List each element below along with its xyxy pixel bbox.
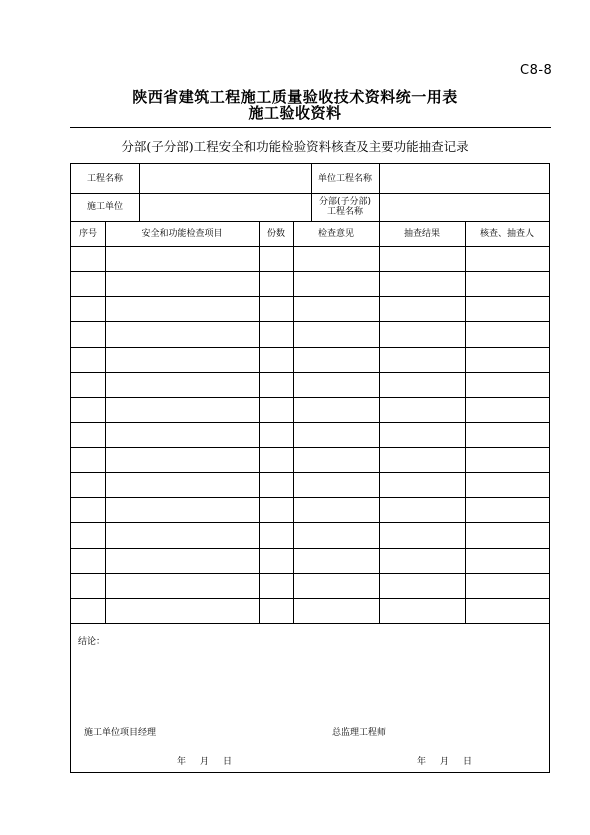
table-cell-opinion[interactable] (294, 272, 379, 296)
table-cell-seq[interactable] (72, 322, 105, 346)
table-cell-checker[interactable] (466, 247, 549, 271)
table-cell-item[interactable] (106, 599, 259, 623)
table-cell-checker[interactable] (466, 272, 549, 296)
table-cell-item[interactable] (106, 348, 259, 372)
table-cell-item[interactable] (106, 398, 259, 422)
table-cell-result[interactable] (380, 523, 465, 547)
table-cell-seq[interactable] (72, 272, 105, 296)
table-cell-result[interactable] (380, 574, 465, 598)
construction-unit-label: 施工单位 (86, 202, 123, 212)
date-month: 月 (200, 757, 210, 767)
table-cell-item[interactable] (106, 473, 259, 497)
table-cell-copies[interactable] (260, 574, 293, 598)
table-cell-result[interactable] (380, 423, 465, 447)
table-cell-result[interactable] (380, 398, 465, 422)
conclusion-label: 结论： (78, 637, 106, 647)
col-header-item: 安全和功能检查项目 (141, 228, 223, 239)
table-cell-result[interactable] (380, 599, 465, 623)
table-cell-item[interactable] (106, 247, 259, 271)
pm-sign-date (177, 754, 246, 767)
date-year: 年 (177, 757, 187, 767)
table-cell-opinion[interactable] (294, 574, 379, 598)
table-cell-checker[interactable] (466, 398, 549, 422)
table-cell-checker[interactable] (466, 498, 549, 522)
table-cell-opinion[interactable] (294, 348, 379, 372)
table-cell-result[interactable] (380, 272, 465, 296)
form-code: C8-8 (520, 63, 553, 78)
table-cell-opinion[interactable] (294, 398, 379, 422)
table-cell-checker[interactable] (466, 599, 549, 623)
page-title: 陕西省建筑工程施工质量验收技术资料统一用表 (132, 88, 458, 106)
table-cell-checker[interactable] (466, 473, 549, 497)
table-cell-copies[interactable] (260, 549, 293, 573)
table-cell-seq[interactable] (72, 398, 105, 422)
table-cell-checker[interactable] (466, 373, 549, 397)
table-cell-copies[interactable] (260, 373, 293, 397)
table-cell-copies[interactable] (260, 599, 293, 623)
subdivision-label-line1: 分部(子分部) (318, 197, 372, 207)
table-cell-result[interactable] (380, 549, 465, 573)
table-cell-checker[interactable] (466, 523, 549, 547)
table-cell-result[interactable] (380, 498, 465, 522)
table-cell-copies[interactable] (260, 322, 293, 346)
table-cell-opinion[interactable] (294, 448, 379, 472)
table-cell-item[interactable] (106, 574, 259, 598)
row-divider (71, 623, 549, 624)
table-cell-checker[interactable] (466, 348, 549, 372)
table-cell-item[interactable] (106, 549, 259, 573)
date-day: 日 (463, 757, 473, 767)
table-cell-copies[interactable] (260, 498, 293, 522)
table-cell-seq[interactable] (72, 498, 105, 522)
table-cell-seq[interactable] (72, 448, 105, 472)
supervisor-signature-label: 总监理工程师 (332, 728, 387, 738)
table-cell-seq[interactable] (72, 574, 105, 598)
table-cell-item[interactable] (106, 272, 259, 296)
table-cell-result[interactable] (380, 348, 465, 372)
table-cell-copies[interactable] (260, 448, 293, 472)
table-cell-result[interactable] (380, 473, 465, 497)
table-cell-seq[interactable] (72, 297, 105, 321)
subdivision-label-line2: 工程名称 (326, 207, 363, 217)
table-cell-checker[interactable] (466, 322, 549, 346)
table-cell-copies[interactable] (260, 473, 293, 497)
record-form (70, 163, 550, 773)
table-cell-seq[interactable] (72, 473, 105, 497)
unit-project-name-field[interactable] (380, 164, 549, 193)
col-header-opinion: 检查意见 (317, 228, 354, 239)
table-cell-result[interactable] (380, 448, 465, 472)
col-header-result: 抽查结果 (403, 228, 440, 239)
table-cell-item[interactable] (106, 297, 259, 321)
table-cell-seq[interactable] (72, 523, 105, 547)
table-cell-result[interactable] (380, 247, 465, 271)
table-cell-opinion[interactable] (294, 599, 379, 623)
table-cell-copies[interactable] (260, 272, 293, 296)
table-cell-opinion[interactable] (294, 297, 379, 321)
title-divider (70, 127, 551, 128)
subdivision-name-field[interactable] (380, 193, 549, 221)
table-cell-copies[interactable] (260, 297, 293, 321)
table-cell-seq[interactable] (72, 599, 105, 623)
col-header-copies: 份数 (266, 228, 285, 239)
table-cell-copies[interactable] (260, 423, 293, 447)
table-cell-item[interactable] (106, 322, 259, 346)
table-cell-result[interactable] (380, 297, 465, 321)
subdivision-name-label (311, 193, 379, 221)
unit-project-name-label: 单位工程名称 (317, 173, 372, 184)
table-cell-copies[interactable] (260, 398, 293, 422)
table-cell-result[interactable] (380, 322, 465, 346)
date-year: 年 (417, 757, 427, 767)
table-cell-item[interactable] (106, 373, 259, 397)
project-name-field[interactable] (140, 164, 311, 193)
table-cell-opinion[interactable] (294, 473, 379, 497)
supervisor-sign-date (417, 754, 486, 767)
table-cell-seq[interactable] (72, 549, 105, 573)
table-cell-seq[interactable] (72, 348, 105, 372)
table-cell-checker[interactable] (466, 297, 549, 321)
table-cell-copies[interactable] (260, 523, 293, 547)
project-name-label: 工程名称 (86, 173, 123, 184)
col-header-seq: 序号 (78, 228, 97, 239)
table-cell-opinion[interactable] (294, 322, 379, 346)
form-title: 分部(子分部)工程安全和功能检验资料核查及主要功能抽查记录 (121, 139, 469, 154)
table-cell-item[interactable] (106, 423, 259, 447)
table-cell-opinion[interactable] (294, 549, 379, 573)
table-cell-seq[interactable] (72, 373, 105, 397)
table-cell-opinion[interactable] (294, 247, 379, 271)
table-cell-checker[interactable] (466, 549, 549, 573)
page-subtitle: 施工验收资料 (248, 104, 342, 122)
table-cell-opinion[interactable] (294, 373, 379, 397)
table-cell-result[interactable] (380, 373, 465, 397)
table-cell-opinion[interactable] (294, 423, 379, 447)
table-cell-item[interactable] (106, 498, 259, 522)
table-cell-copies[interactable] (260, 247, 293, 271)
date-day: 日 (223, 757, 233, 767)
col-header-checker: 核查、抽查人 (479, 228, 534, 239)
table-cell-copies[interactable] (260, 348, 293, 372)
table-cell-item[interactable] (106, 448, 259, 472)
table-cell-item[interactable] (106, 523, 259, 547)
pm-signature-label: 施工单位项目经理 (84, 728, 157, 738)
table-cell-seq[interactable] (72, 423, 105, 447)
table-cell-checker[interactable] (466, 574, 549, 598)
table-cell-opinion[interactable] (294, 523, 379, 547)
table-cell-checker[interactable] (466, 423, 549, 447)
table-cell-checker[interactable] (466, 448, 549, 472)
table-cell-opinion[interactable] (294, 498, 379, 522)
table-cell-seq[interactable] (72, 247, 105, 271)
construction-unit-field[interactable] (140, 193, 311, 221)
date-month: 月 (440, 757, 450, 767)
